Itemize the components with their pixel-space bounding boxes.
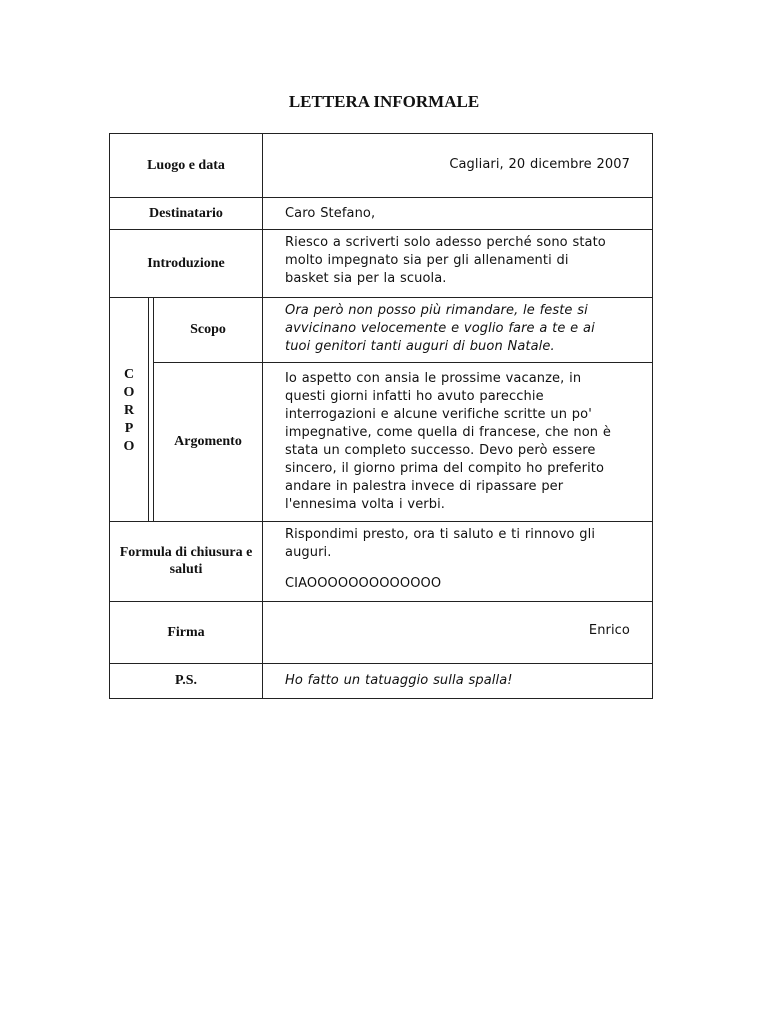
label-scopo: Scopo [190, 322, 226, 337]
value-destinatario: Caro Stefano, [285, 206, 376, 221]
label-chiusura: Formula di chiusura e saluti [119, 545, 253, 577]
corpo-vertical-label: C O R P O [123, 367, 135, 454]
label-luogo-data: Luogo e data [147, 158, 225, 173]
document-title: LETTERA INFORMALE [288, 92, 480, 111]
value-luogo-data: Cagliari, 20 dicembre 2007 [449, 157, 630, 172]
value-firma: Enrico [588, 623, 630, 638]
value-chiusura-ciao: CIAOOOOOOOOOOOOO [285, 576, 442, 591]
label-firma: Firma [167, 624, 205, 640]
value-introduzione: Riesco a scriverti solo adesso perché sono stato molto impegnato sia per gli allenamenti di basket sia per la scuola. [285, 235, 606, 286]
label-introduzione: Introduzione [147, 255, 225, 271]
label-ps: P.S. [174, 673, 198, 688]
label-destinatario: Destinatario [149, 205, 223, 221]
value-scopo: Ora però non posso più rimandare, le feste si avvicinano velocemente e voglio fare a te e ai tuoi genitori tanti auguri di buon Natale. [285, 303, 595, 354]
value-ps: Ho fatto un tatuaggio sulla spalla! [285, 673, 513, 688]
value-chiusura: Rispondimi presto, ora ti saluto e ti rinnovo gli auguri. [285, 527, 596, 560]
value-argomento: Io aspetto con ansia le prossime vacanze, in questi giorni infatti ho avuto parecchie interrogazioni e alcune verifiche scritte un po' impegnative, come quella di francese, che non è stata un completo successo. Devo però essere sincero, il giorno prima del compito ho preferito andare in palestra invece di ripassare per l'ennesima volta i verbi. [285, 371, 611, 512]
label-argomento: Argomento [174, 434, 242, 449]
letter-table [109, 133, 653, 699]
